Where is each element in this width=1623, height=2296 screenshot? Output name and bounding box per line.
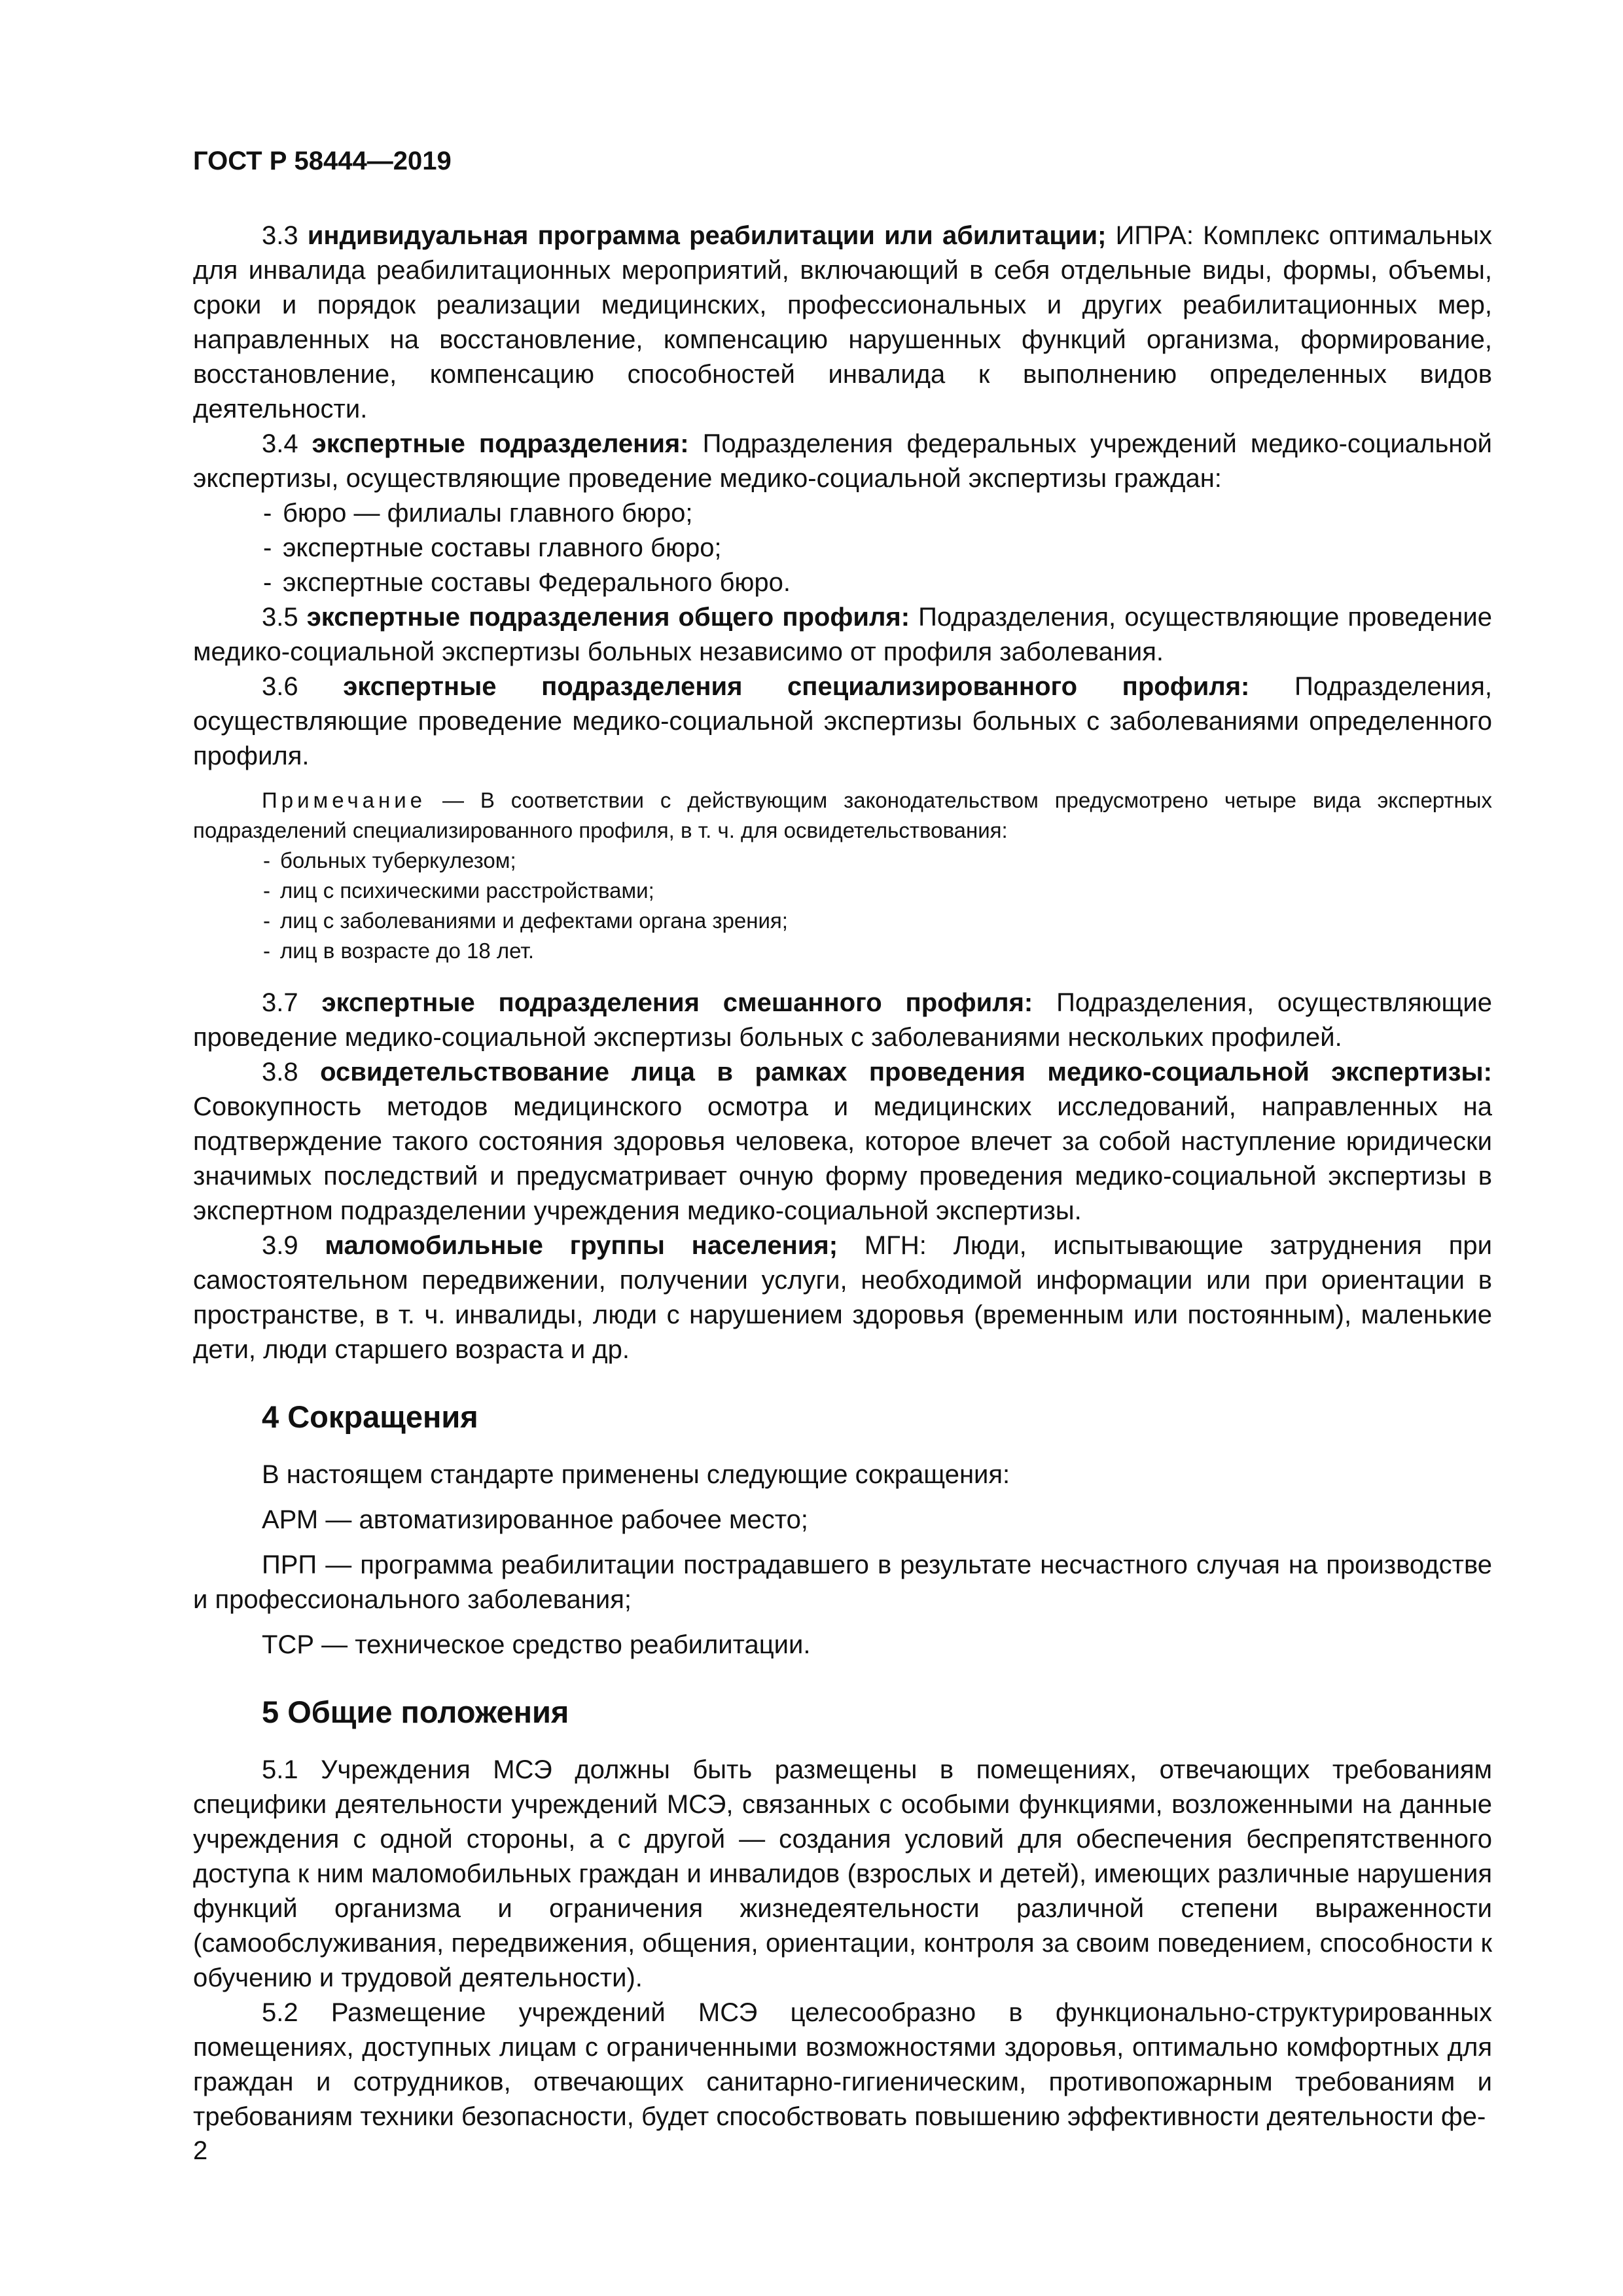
note-block xyxy=(193,785,1492,966)
term-3-9-title: маломобильные группы населения; xyxy=(325,1231,838,1260)
section-4-heading: 4 Сокращения xyxy=(262,1399,478,1434)
term-3-7-title: экспертные подразделения смешанного профиля: xyxy=(321,988,1033,1017)
term-3-6-title: экспертные подразделения специализированного профиля: xyxy=(343,672,1250,701)
note-label: Примечание xyxy=(262,788,427,812)
list-item: - экспертные составы главного бюро; xyxy=(193,531,1492,565)
term-3-4: 3.4 экспертные подразделения: Подразделения федеральных учреждений медико-социальной экспертизы, осуществляющие проведение медико-социальной экспертизы граждан: xyxy=(193,429,1492,493)
term-3-6: 3.6 экспертные подразделения специализированного профиля: Подразделения, осуществляющие проведение медико-социальной экспертизы больных с заболеваниями определенного профиля. xyxy=(193,672,1492,770)
term-3-9: 3.9 маломобильные группы населения; МГН: Люди, испытывающие затруднения при самостоятельном передвижении, получении услуги, необходимой информации или при ориентации в пространстве, в т. ч. инвалиды, люди с нарушением здоровья (временным или постоянным), маленькие дети, люди старшего возраста и др. xyxy=(193,1231,1492,1364)
term-3-3: 3.3 индивидуальная программа реабилитации или абилитации; ИПРА: Комплекс оптимальных для инвалида реабилитационных мероприятий, включающий в себя отдельные виды, формы, объемы, сроки и порядок реализации медицинских, профессиональных и других реабилитационных мер, направленных на восстановление, компенсацию нарушенных функций организма, формирование, восстановление, компенсацию способностей инвалида к выполнению определенных видов деятельности. xyxy=(193,221,1492,423)
abbreviation-item: ПРП — программа реабилитации пострадавшего в результате несчастного случая на производстве и профессионального заболевания; xyxy=(193,1551,1492,1614)
term-3-8: 3.8 освидетельствование лица в рамках проведения медико-социальной экспертизы: Совокупность методов медицинского осмотра и медицинских исследований, направленных на подтверждение такого состояния здоровья человека, которое влечет за собой наступление юридически значимых последствий и предусматривает очную форму проведения медико-социальной экспертизы в экспертном подразделении учреждения медико-социальной экспертизы. xyxy=(193,1058,1492,1225)
list-item: - лиц в возрасте до 18 лет. xyxy=(193,936,1492,966)
term-3-8-title: освидетельствование лица в рамках проведения медико-социальной экспертизы: xyxy=(320,1058,1492,1086)
note-list xyxy=(193,846,1492,966)
list-item: - лиц с психическими расстройствами; xyxy=(193,876,1492,906)
list-item: - экспертные составы Федерального бюро. xyxy=(193,565,1492,600)
term-3-3-title: индивидуальная программа реабилитации или абилитации; xyxy=(307,221,1107,250)
list-item: - лиц с заболеваниями и дефектами органа зрения; xyxy=(193,906,1492,936)
term-3-7: 3.7 экспертные подразделения смешанного профиля: Подразделения, осуществляющие проведение медико-социальной экспертизы больных с заболеваниями нескольких профилей. xyxy=(193,988,1492,1052)
paragraph-5-1: 5.1 Учреждения МСЭ должны быть размещены в помещениях, отвечающих требованиям специфики деятельности учреждений МСЭ, связанных с особыми функциями, возложенными на данные учреждения с одной стороны, а с другой — создания условий для обеспечения беспрепятственного доступа к ним маломобильных граждан и инвалидов (взрослых и детей), имеющих различные нарушения функций организма и ограничения жизнедеятельности различной степени выраженности (самообслуживания, передвижения, общения, ориентации, контроля за своим поведением, способности к обучению и трудовой деятельности). xyxy=(193,1755,1492,1992)
abbreviation-item: ТСР — техническое средство реабилитации. xyxy=(262,1630,811,1659)
abbreviations-list xyxy=(193,1458,1492,1662)
section-5-heading: 5 Общие положения xyxy=(262,1695,569,1729)
term-3-4-title: экспертные подразделения: xyxy=(312,429,689,458)
document-header: ГОСТ Р 58444—2019 xyxy=(193,147,452,175)
term-3-4-list xyxy=(193,496,1492,600)
note-text: Примечание — В соответствии с действующим законодательством предусмотрено четыре вида экспертных подразделений специализированного профиля, в т. ч. для освидетельствования: xyxy=(193,788,1492,842)
term-3-5: 3.5 экспертные подразделения общего профиля: Подразделения, осуществляющие проведение медико-социальной экспертизы больных независимо от профиля заболевания. xyxy=(193,603,1492,666)
term-3-5-title: экспертные подразделения общего профиля: xyxy=(306,603,910,632)
page-number: 2 xyxy=(193,2136,208,2165)
abbreviation-item: АРМ — автоматизированное рабочее место; xyxy=(262,1505,808,1534)
document-page xyxy=(193,145,1492,2134)
paragraph-5-2: 5.2 Размещение учреждений МСЭ целесообразно в функционально-структурированных помещениях, доступных лицам с ограниченными возможностями здоровья, оптимально комфортных для граждан и сотрудников, отвечающих санитарно-гигиеническим, противопожарным требованиям и требованиям техники безопасности, будет способствовать повышению эффективности деятельности фе- xyxy=(193,1998,1492,2131)
list-item: - больных туберкулезом; xyxy=(193,846,1492,876)
list-item: - бюро — филиалы главного бюро; xyxy=(193,496,1492,531)
section-4-intro: В настоящем стандарте применены следующие сокращения: xyxy=(262,1460,1010,1489)
